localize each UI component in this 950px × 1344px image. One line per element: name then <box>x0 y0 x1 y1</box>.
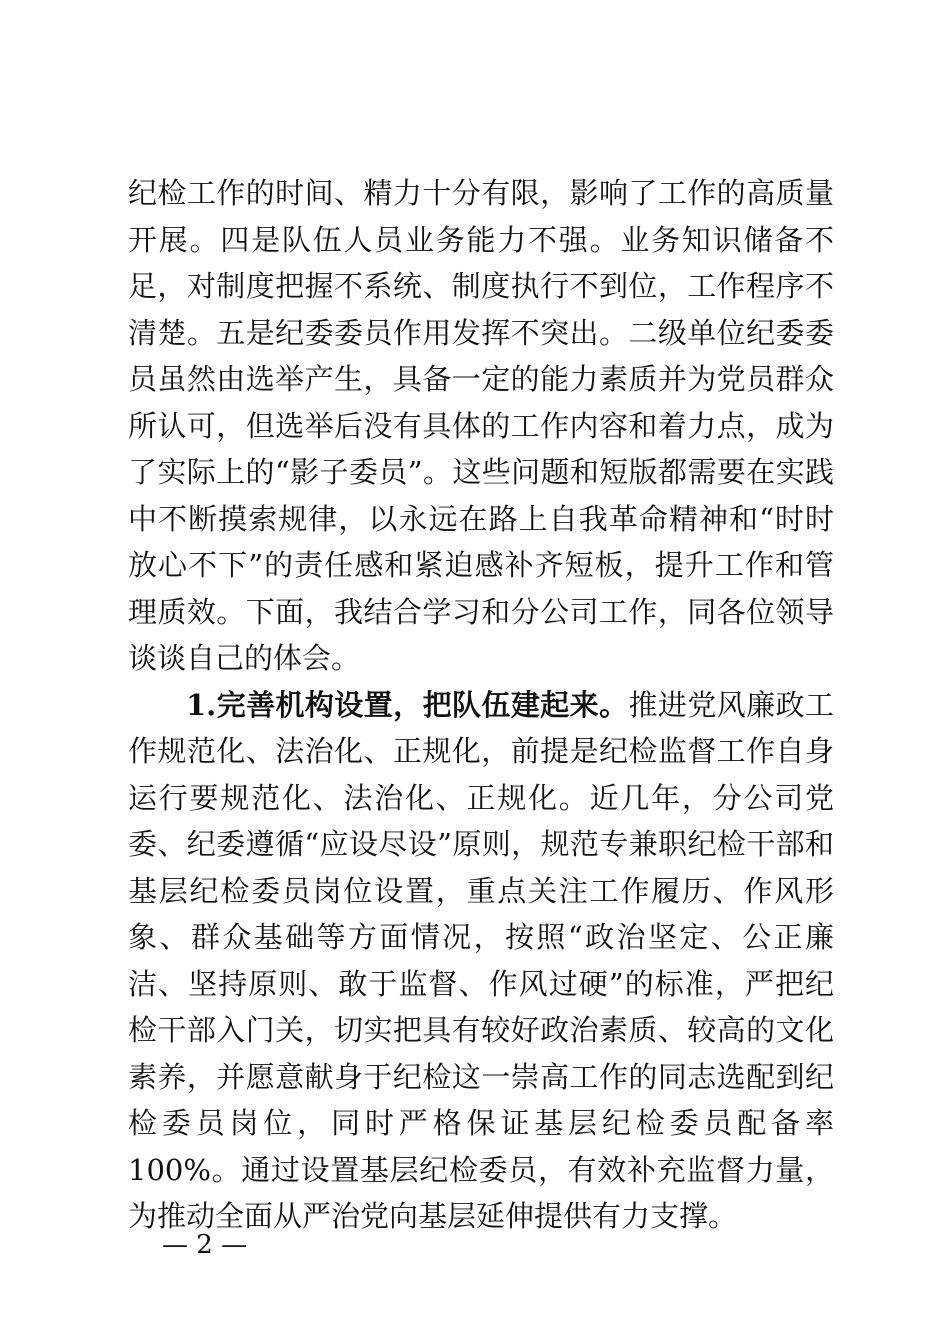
page-number: — 2 — <box>162 1230 248 1260</box>
paragraph-continued: 纪检工作的时间、精力十分有限，影响了工作的高质量开展。四是队伍人员业务能力不强。业务知识储备不足，对制度把握不系统、制度执行不到位，工作程序不清楚。五是纪委委员作用发挥不突出。二级单位纪委委员虽然由选举产生，具备一定的能力素质并为党员群众所认可，但选举后没有具体的工作内容和着力点，成为了实际上的“影子委员”。这些问题和短版都需要在实践中不断摸索规律，以永远在路上自我革命精神和“时时放心不下”的责任感和紧迫感补齐短板，提升工作和管理质效。下面，我结合学习和分公司工作，同各位领导谈谈自己的体会。 <box>128 176 834 675</box>
section-body: 推进党风廉政工作规范化、法治化、正规化，前提是纪检监督工作自身运行要规范化、法治化、正规化。近几年，分公司党委、纪委遵循“应设尽设”原则，规范专兼职纪检干部和基层纪检委员岗位设置，重点关注工作履历、作风形象、群众基础等方面情况，按照“政治坚定、公正廉洁、坚持原则、敢于监督、作风过硬”的标准，严把纪检干部入门关，切实把具有较好政治素质、较高的文化素养，并愿意献身于纪检这一崇高工作的同志选配到纪检委员岗位，同时严格保证基层纪检委员配备率100%。通过设置基层纪检委员，有效补充监督力量，为推动全面从严治党向基层延伸提供有力支撑。 <box>128 687 834 1233</box>
document-body <box>128 170 834 1240</box>
paragraph-section-1 <box>128 682 834 1240</box>
section-heading: 1.完善机构设置，把队伍建起来。 <box>186 687 629 722</box>
